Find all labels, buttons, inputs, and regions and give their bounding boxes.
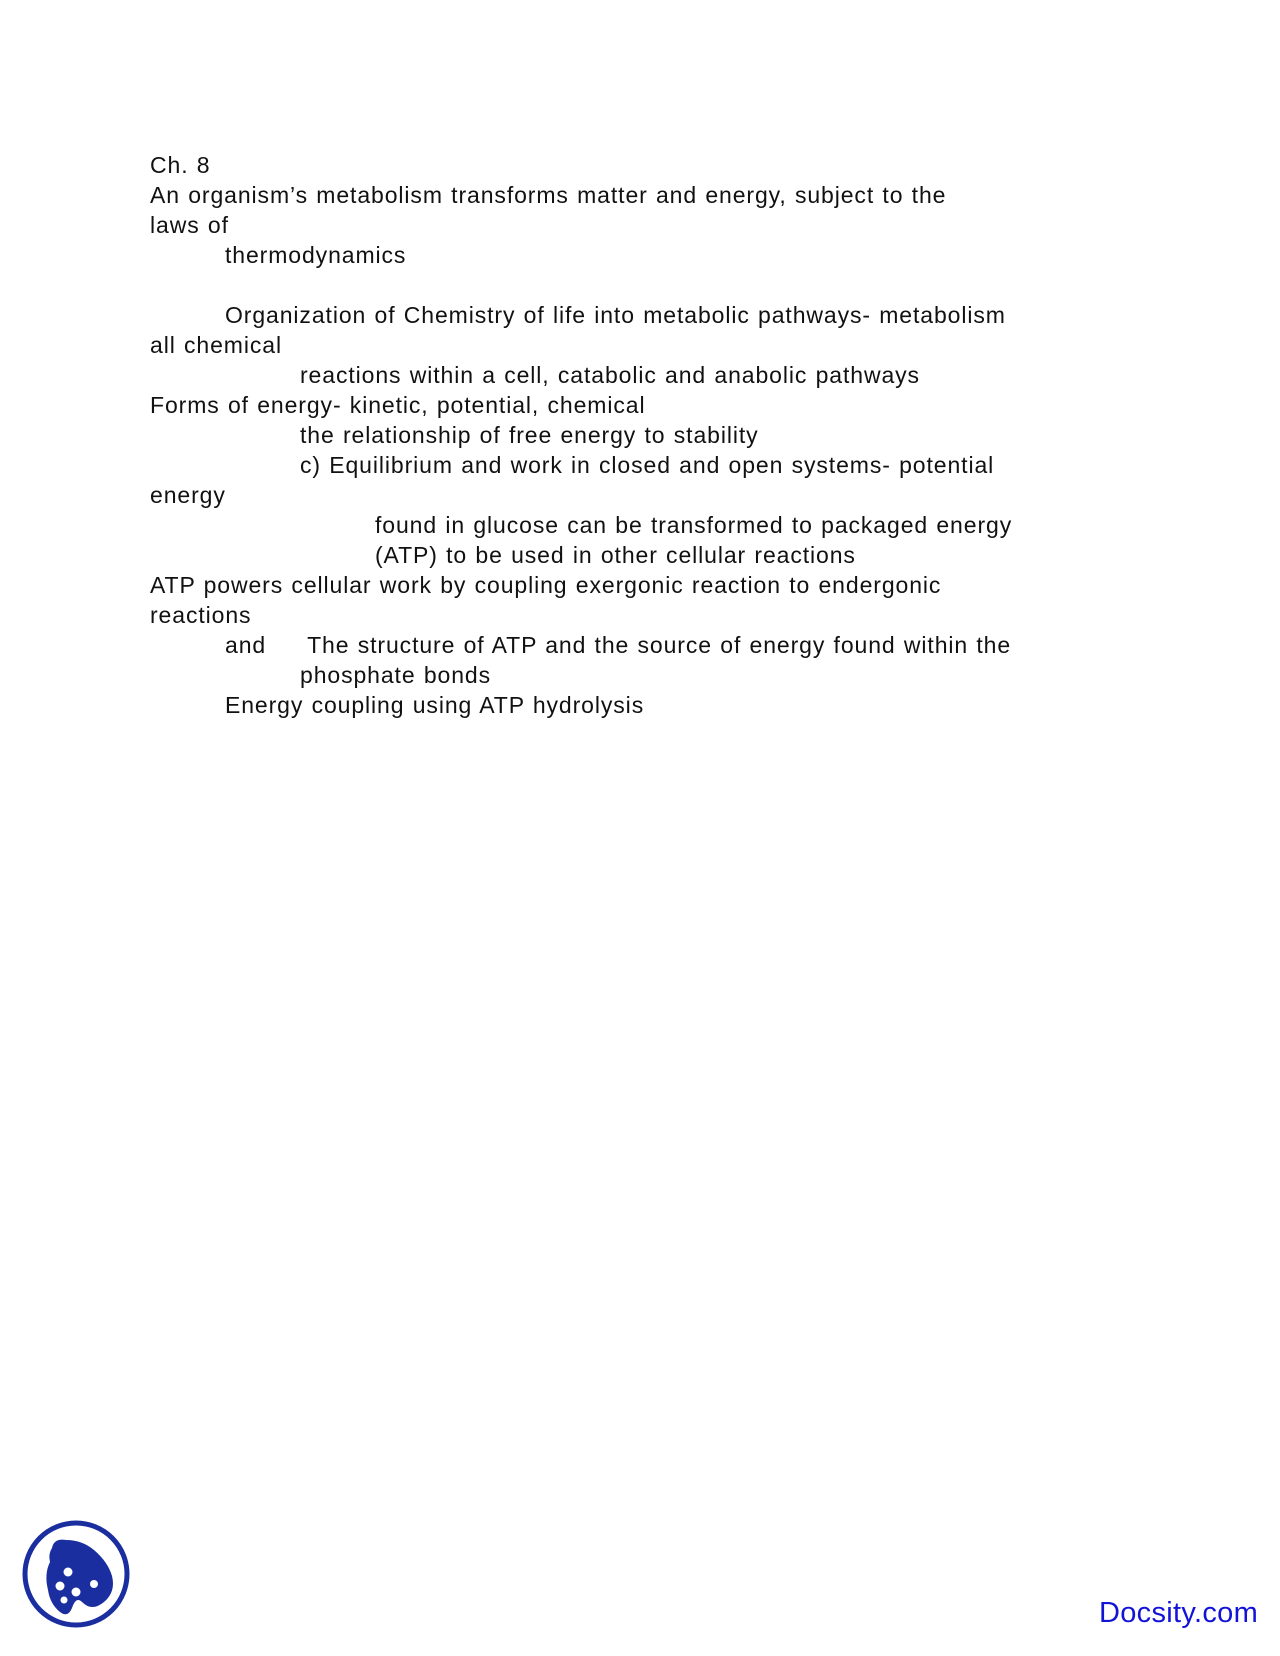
text-line: the relationship of free energy to stability (300, 422, 759, 448)
text-line: laws of (150, 212, 229, 238)
text-line: thermodynamics (225, 242, 407, 268)
docsity-link[interactable]: Docsity.com (1099, 1597, 1259, 1629)
text-line: Energy coupling using ATP hydrolysis (225, 692, 645, 718)
chapter-heading: Ch. 8 (150, 152, 211, 178)
text-line: phosphate bonds (300, 662, 491, 688)
text-line: found in glucose can be transformed to packaged energy (375, 512, 1013, 538)
text-line: ATP powers cellular work by coupling exergonic reaction to endergonic (150, 572, 942, 598)
text-line: reactions within a cell, catabolic and anabolic pathways (300, 362, 920, 388)
text-line: all chemical (150, 332, 282, 358)
text-line: reactions (150, 602, 252, 628)
docsity-logo-icon[interactable] (20, 1518, 132, 1630)
text-line: energy (150, 482, 226, 508)
text-line: An organism’s metabolism transforms matter and energy, subject to the (150, 182, 947, 208)
text-line: (ATP) to be used in other cellular reactions (375, 542, 856, 568)
text-line: c) Equilibrium and work in closed and open systems- potential (300, 452, 995, 478)
text-line: Forms of energy- kinetic, potential, chemical (150, 392, 646, 418)
text-line: and The structure of ATP and the source of energy found within the (225, 632, 1012, 658)
text-line: Organization of Chemistry of life into metabolic pathways- metabolism (225, 302, 1006, 328)
